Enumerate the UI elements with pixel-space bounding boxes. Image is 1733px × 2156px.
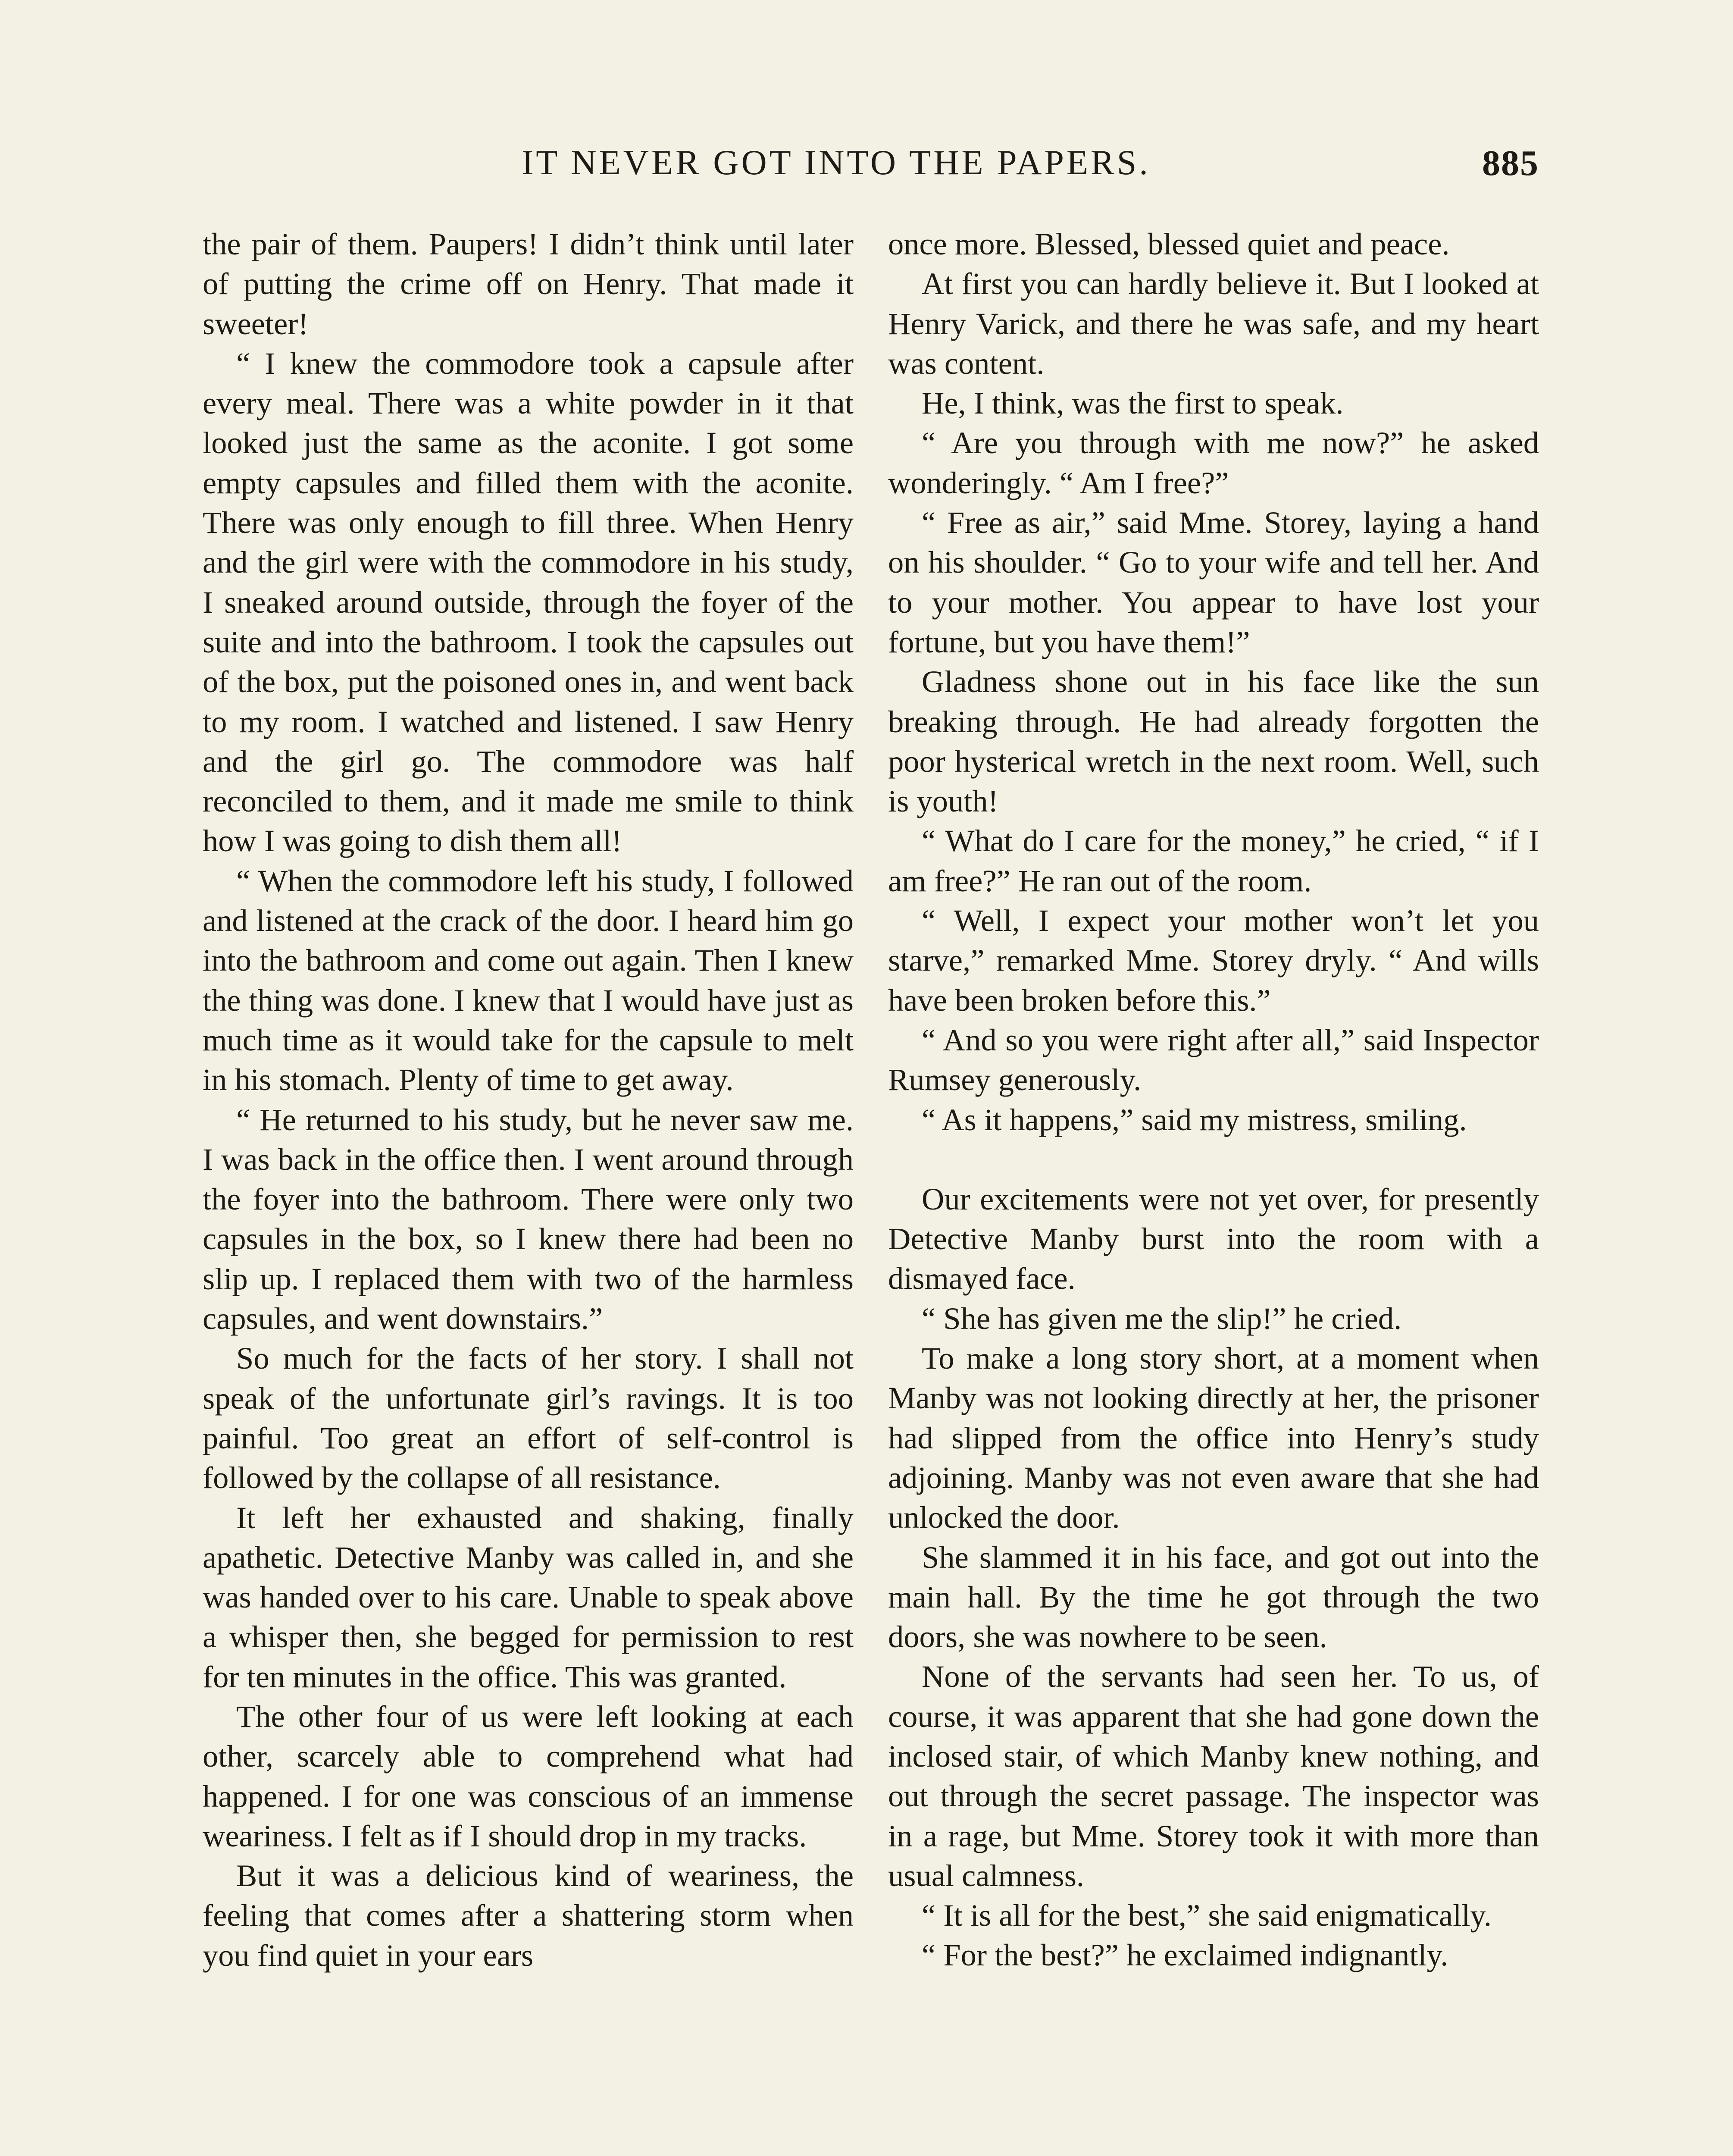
paragraph: “ He returned to his study, but he never saw me. I was back in the office then. I went around through the foyer into the bathroom. There were only two capsules in the box, so I knew there had been no slip up. I replaced them with two of the harmless capsules, and went downstairs.” <box>203 1102 854 1336</box>
paragraph: The other four of us were left looking at each other, scarcely able to comprehend what had happened. I for one was conscious of an immense weariness. I felt as if I should drop in my tracks. <box>203 1698 854 1853</box>
paragraph: So much for the facts of her story. I shall not speak of the unfortunate girl’s ravings. It is too painful. Too great an effort of self-control is followed by the collapse of all resistance. <box>203 1341 854 1495</box>
paragraph: It left her exhausted and shaking, finally apathetic. Detective Manby was called in, and she was handed over to his care. Unable to speak above a whisper then, she begged for permission to rest for ten minutes in the office. This was granted. <box>203 1500 854 1694</box>
paragraph: “ What do I care for the money,” he cried, “ if I am free?” He ran out of the room. <box>888 823 1539 898</box>
paragraph: the pair of them. Paupers! I didn’t think until later of putting the crime off on Henry. That made it sweeter! <box>203 226 854 341</box>
paragraph: At first you can hardly believe it. But I looked at Henry Varick, and there he was safe, and my heart was content. <box>888 266 1539 381</box>
paragraph: “ Are you through with me now?” he asked wonderingly. “ Am I free?” <box>888 425 1539 500</box>
paragraph: But it was a delicious kind of weariness, the feeling that comes after a shattering storm when you find quiet in your ears <box>203 1858 854 1973</box>
paragraph: “ And so you were right after all,” said Inspector Rumsey generously. <box>888 1022 1539 1097</box>
paragraph: None of the servants had seen her. To us, of course, it was apparent that she had gone down the inclosed stair, of which Manby knew nothing, and out through the secret passage. The inspector was in a rage, but Mme. Storey took it with more than usual calmness. <box>888 1659 1539 1893</box>
paragraph: “ When the commodore left his study, I followed and listened at the crack of the door. I heard him go into the bathroom and come out again. Then I knew the thing was done. I knew that I would have just as much time as it would take for the capsule to melt in his stomach. Plenty of time to get away. <box>203 863 854 1097</box>
paragraph: Our excitements were not yet over, for presently Detective Manby burst into the room with a dismayed face. <box>888 1181 1539 1296</box>
paragraph: She slammed it in his face, and got out into the main hall. By the time he got through the two doors, she was nowhere to be seen. <box>888 1539 1539 1655</box>
right-column <box>888 224 1539 1975</box>
paragraph: “ She has given me the slip!” he cried. <box>922 1300 1402 1336</box>
page-header <box>203 142 1539 194</box>
running-title: IT NEVER GOT INTO THE PAPERS. <box>522 143 1151 182</box>
page-number: 885 <box>1482 143 1539 183</box>
paragraph: “ As it happens,” said my mistress, smiling. <box>922 1102 1467 1137</box>
paragraph: “ For the best?” he exclaimed indignantly. <box>922 1937 1448 1973</box>
paragraph: “ Well, I expect your mother won’t let you starve,” remarked Mme. Storey dryly. “ And wills have been broken before this.” <box>888 903 1539 1018</box>
paragraph: He, I think, was the first to speak. <box>922 385 1344 421</box>
paragraph: “ Free as air,” said Mme. Storey, laying a hand on his shoulder. “ Go to your wife and tell her. And to your mother. You appear to have lost your fortune, but you have them!” <box>888 505 1539 659</box>
left-column <box>203 224 854 1975</box>
paragraph: To make a long story short, at a moment when Manby was not looking directly at her, the prisoner had slipped from the office into Henry’s study adjoining. Manby was not even aware that she had unlocked the door. <box>888 1341 1539 1535</box>
paragraph: once more. Blessed, blessed quiet and peace. <box>888 226 1450 261</box>
paragraph: “ It is all for the best,” she said enigmatically. <box>922 1898 1492 1933</box>
paragraph: Gladness shone out in his face like the sun breaking through. He had already forgotten the poor hysterical wretch in the next room. Well, such is youth! <box>888 664 1539 819</box>
paragraph: “ I knew the commodore took a capsule after every meal. There was a white powder in it that looked just the same as the aconite. I got some empty capsules and filled them with the aconite. There was only enough to fill three. When Henry and the girl were with the commodore in his study, I sneaked around outside, through the foyer of the suite and into the bathroom. I took the capsules out of the box, put the poisoned ones in, and went back to my room. I watched and listened. I saw Henry and the girl go. The commodore was half reconciled to them, and it made me smile to think how I was going to dish them all! <box>203 345 854 859</box>
